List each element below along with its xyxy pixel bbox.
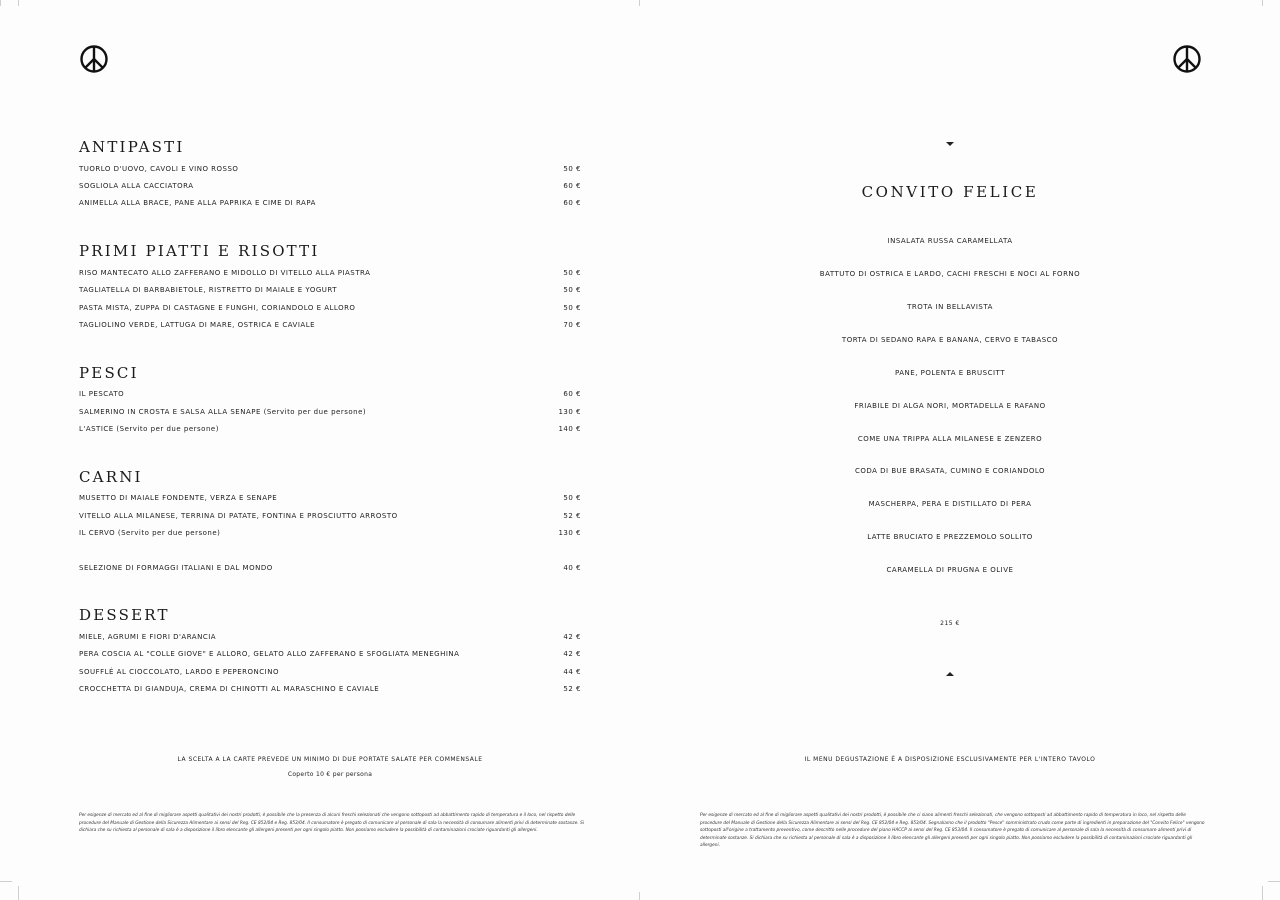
tasting-price: 215 € xyxy=(940,620,960,627)
crop-mark xyxy=(639,0,640,6)
legal-notice: Per esigenze di mercato ed al fine di migliorare aspetti qualitativi dei nostri prodotti, è possibile che la presenza di alcuni freschi selezionati che vengono sottoposti ad abbattimento rapido di temperatura e il loco, nel rispetto delle procedure del Manuale di Gestione della Sicurezza Alimentare ai sensi del Reg. CE 852/04 e Reg. 853/04. Il consumatore è pregato di comunicare al personale di sala la necessità di consumare alimenti privi di determinate sostanze. Si dichiara che su richiesta al personale di sala è a disposizione il libro elencante gli allergeni presenti per ogni singolo piatto. Non possiamo escludere la possibilità di contaminazioni crociate riguardanti gli allergeni. xyxy=(79,813,584,833)
item-price: 70 € xyxy=(563,321,581,329)
item-price: 40 € xyxy=(563,564,581,572)
course-item: MASCHERPA, PERA E DISTILLATO DI PERA xyxy=(868,500,1032,508)
course-item: CARAMELLA DI PRUGNA E OLIVE xyxy=(886,566,1014,574)
crop-mark xyxy=(0,881,12,882)
section-title-pesci: PESCI xyxy=(79,364,139,382)
menu-item xyxy=(79,564,581,576)
item-price: 50 € xyxy=(563,269,581,277)
section-title-carni: CARNI xyxy=(79,468,143,486)
crop-mark xyxy=(1262,886,1263,900)
menu-item xyxy=(79,408,581,420)
item-price: 44 € xyxy=(563,668,581,676)
section-title-antipasti: ANTIPASTI xyxy=(79,138,185,156)
menu-item xyxy=(79,182,581,194)
item-name: MUSETTO DI MAIALE FONDENTE, VERZA E SENAPE xyxy=(79,494,278,502)
course-item: FRIABILE DI ALGA NORI, MORTADELLA E RAFANO xyxy=(854,402,1046,410)
item-price: 42 € xyxy=(563,650,581,658)
crop-mark xyxy=(18,0,19,6)
menu-item xyxy=(79,650,581,662)
course-item: TROTA IN BELLAVISTA xyxy=(907,303,993,311)
item-name: SELEZIONE DI FORMAGGI ITALIANI E DAL MONDO xyxy=(79,564,273,572)
item-name: L'ASTICE (Servito per due persone) xyxy=(79,425,219,433)
menu-item xyxy=(79,321,581,333)
triangle-up-icon xyxy=(946,672,954,676)
section-title-dessert: DESSERT xyxy=(79,606,170,624)
tasting-note: IL MENU DEGUSTAZIONE È A DISPOSIZIONE ESCLUSIVAMENTE PER L'INTERO TAVOLO xyxy=(804,756,1096,763)
a-la-carte-note: LA SCELTA A LA CARTE PREVEDE UN MINIMO DI DUE PORTATE SALATE PER COMMENSALE xyxy=(177,756,483,763)
course-item: BATTUTO DI OSTRICA E LARDO, CACHI FRESCHI E NOCI AL FORNO xyxy=(819,270,1081,278)
course-item: INSALATA RUSSA CARAMELLATA xyxy=(887,237,1013,245)
item-name: TAGLIATELLA DI BARBABIETOLE, RISTRETTO DI MAIALE E YOGURT xyxy=(79,286,338,294)
menu-item xyxy=(79,529,581,541)
course-item: COME UNA TRIPPA ALLA MILANESE E ZENZERO xyxy=(857,435,1043,443)
section-title-primi: PRIMI PIATTI E RISOTTI xyxy=(79,242,320,260)
menu-item xyxy=(79,269,581,281)
menu-item xyxy=(79,304,581,316)
item-price: 50 € xyxy=(563,286,581,294)
tasting-menu-page xyxy=(640,0,1280,900)
item-price: 130 € xyxy=(558,408,581,416)
item-name: PERA COSCIA AL "COLLE GIOVE" E ALLORO, GELATO ALLO ZAFFERANO E SFOGLIATA MENEGHINA xyxy=(79,650,460,658)
item-name: CROCCHETTA DI GIANDUJA, CREMA DI CHINOTTI AL MARASCHINO E CAVIALE xyxy=(79,685,380,693)
tasting-menu-title: CONVITO FELICE xyxy=(861,183,1039,201)
item-price: 60 € xyxy=(563,182,581,190)
item-price: 52 € xyxy=(563,512,581,520)
course-item: PANE, POLENTA E BRUSCITT xyxy=(895,369,1005,377)
item-name: IL PESCATO xyxy=(79,390,125,398)
course-item: LATTE BRUCIATO E PREZZEMOLO SOLLITO xyxy=(867,533,1033,541)
crop-mark xyxy=(0,0,1,6)
item-price: 140 € xyxy=(558,425,581,433)
menu-item xyxy=(79,494,581,506)
menu-item xyxy=(79,199,581,211)
crop-mark xyxy=(639,892,640,900)
item-name: IL CERVO (Servito per due persone) xyxy=(79,529,221,537)
menu-item xyxy=(79,286,581,298)
item-price: 60 € xyxy=(563,390,581,398)
item-name: SOUFFLÉ AL CIOCCOLATO, LARDO E PEPERONCINO xyxy=(79,668,279,676)
menu-item xyxy=(79,633,581,645)
peace-sign-icon xyxy=(1172,44,1202,74)
menu-item xyxy=(79,390,581,402)
menu-item xyxy=(79,685,581,697)
item-name: TUORLO D'UOVO, CAVOLI E VINO ROSSO xyxy=(79,165,239,173)
item-name: VITELLO ALLA MILANESE, TERRINA DI PATATE, FONTINA E PROSCIUTTO ARROSTO xyxy=(79,512,398,520)
course-item: TORTA DI SEDANO RAPA E BANANA, CERVO E TABASCO xyxy=(841,336,1059,344)
item-price: 50 € xyxy=(563,165,581,173)
triangle-down-icon xyxy=(946,142,954,146)
item-name: MIELE, AGRUMI E FIORI D'ARANCIA xyxy=(79,633,217,641)
menu-item xyxy=(79,425,581,437)
course-item: CODA DI BUE BRASATA, CUMINO E CORIANDOLO xyxy=(854,467,1046,475)
item-price: 50 € xyxy=(563,494,581,502)
peace-sign-icon xyxy=(79,44,109,74)
item-price: 42 € xyxy=(563,633,581,641)
menu-item xyxy=(79,165,581,177)
item-name: ANIMELLA ALLA BRACE, PANE ALLA PAPRIKA E CIME DI RAPA xyxy=(79,199,316,207)
item-name: RISO MANTECATO ALLO ZAFFERANO E MIDOLLO DI VITELLO ALLA PIASTRA xyxy=(79,269,371,277)
item-price: 52 € xyxy=(563,685,581,693)
item-name: PASTA MISTA, ZUPPA DI CASTAGNE E FUNGHI, CORIANDOLO E ALLORO xyxy=(79,304,356,312)
item-price: 130 € xyxy=(558,529,581,537)
legal-notice: Per esigenze di mercato ed al fine di migliorare aspetti qualitativi dei nostri prodotti, è possibile che ci siano alimenti freschi selezionati, che vengono sottoposti ad abbattimento rapido di temperatura in loco, nel rispetto delle procedure del Manuale di Gestione della Sicurezza Alimentare ai sensi del Reg. CE 852/04 e Reg. 853/04. Segnaliamo che il prodotto "Pesce" somministrato crudo come parte di ingredienti in preparazione del "Convito Felice" vengono sottoposti all'origine a trattamento preventivo, come descritto nelle procedure del piano HACCP ai sensi del Reg. CE 853/04. Il consumatore è pregato di comunicare al personale di sala la necessità di consumare alimenti privi di determinate sostanze. Si dichiara che su richiesta al personale di sala è a disposizione il libro elencante gli allergeni presenti per ogni singolo piatto. Non possiamo escludere la possibilità di contaminazioni crociate riguardanti gli allergeni. xyxy=(700,813,1205,848)
crop-mark xyxy=(1262,0,1263,6)
item-name: SOGLIOLA ALLA CACCIATORA xyxy=(79,182,194,190)
item-price: 50 € xyxy=(563,304,581,312)
crop-mark xyxy=(1268,881,1280,882)
crop-mark xyxy=(18,886,19,900)
item-price: 60 € xyxy=(563,199,581,207)
item-name: SALMERINO IN CROSTA E SALSA ALLA SENAPE (Servito per due persone) xyxy=(79,408,367,416)
item-name: TAGLIOLINO VERDE, LATTUGA DI MARE, OSTRICA E CAVIALE xyxy=(79,321,316,329)
coperto-note: Coperto 10 € per persona xyxy=(287,771,373,778)
menu-item xyxy=(79,668,581,680)
menu-item xyxy=(79,512,581,524)
